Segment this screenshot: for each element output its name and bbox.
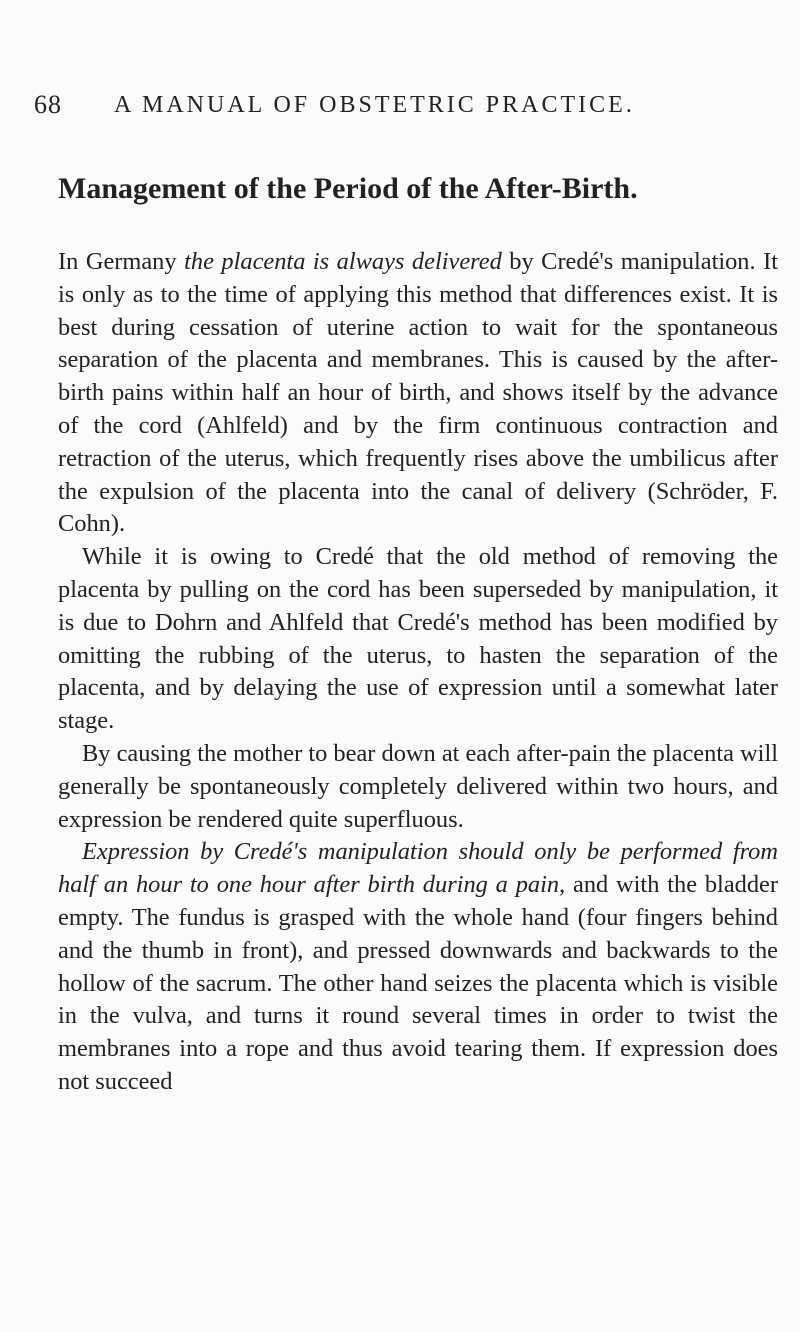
paragraph-lead: In Germany [58, 248, 185, 275]
paragraph-history: While it is owing to Credé that the old method of removing the placenta by pulling on the cord has been superseded by manipulation, it is due to Dohrn and Ahlfeld that Credé's method has been modified by omitting the rubbing of the uterus, to hasten the separation of the placenta, and by delaying the use of expression until a somewhat later stage. [58, 543, 778, 735]
paragraph-emphasis: Expression by Credé's manipulation should only be performed from half an hour to one hour after birth during a pain, [58, 838, 778, 899]
paragraph-credes-manipulation [58, 246, 778, 541]
paragraph-expression [58, 836, 778, 1098]
paragraph-emphasis: the placenta is always delivered [184, 248, 502, 275]
paragraph-text: by Credé's manipulation. It is only as to the time of applying this method that differences exist. It is best during cessation of uterine action to wait for the spontaneous separation of the placenta and membranes. This is caused by the after-birth pains within half an hour of birth, and shows itself by the advance of the cord (Ahlfeld) and by the firm continuous contraction and retraction of the uterus, which frequently rises above the umbilicus after the expulsion of the placenta into the canal of delivery (Schröder, F. Cohn). [58, 248, 779, 538]
body-text [58, 246, 778, 1099]
paragraph-text: and with the bladder empty. The fundus is grasped with the whole hand (four fingers behind and the thumb in front), and pressed downwards and backwards to the hollow of the sacrum. The other hand seizes the placenta which is visible in the vulva, and turns it round several times in order to twist the membranes into a rope and thus avoid tearing them. If expression does not succeed [58, 871, 778, 1095]
section-heading: Management of the Period of the After-Birth. [58, 172, 638, 205]
paragraph-bearing-down: By causing the mother to bear down at each after-pain the placenta will generally be spontaneously completely delivered within two hours, and expression be rendered quite superfluous. [58, 739, 778, 833]
running-title: A MANUAL OF OBSTETRIC PRACTICE. [114, 92, 635, 118]
running-head [34, 90, 774, 130]
page-number: 68 [34, 90, 62, 119]
